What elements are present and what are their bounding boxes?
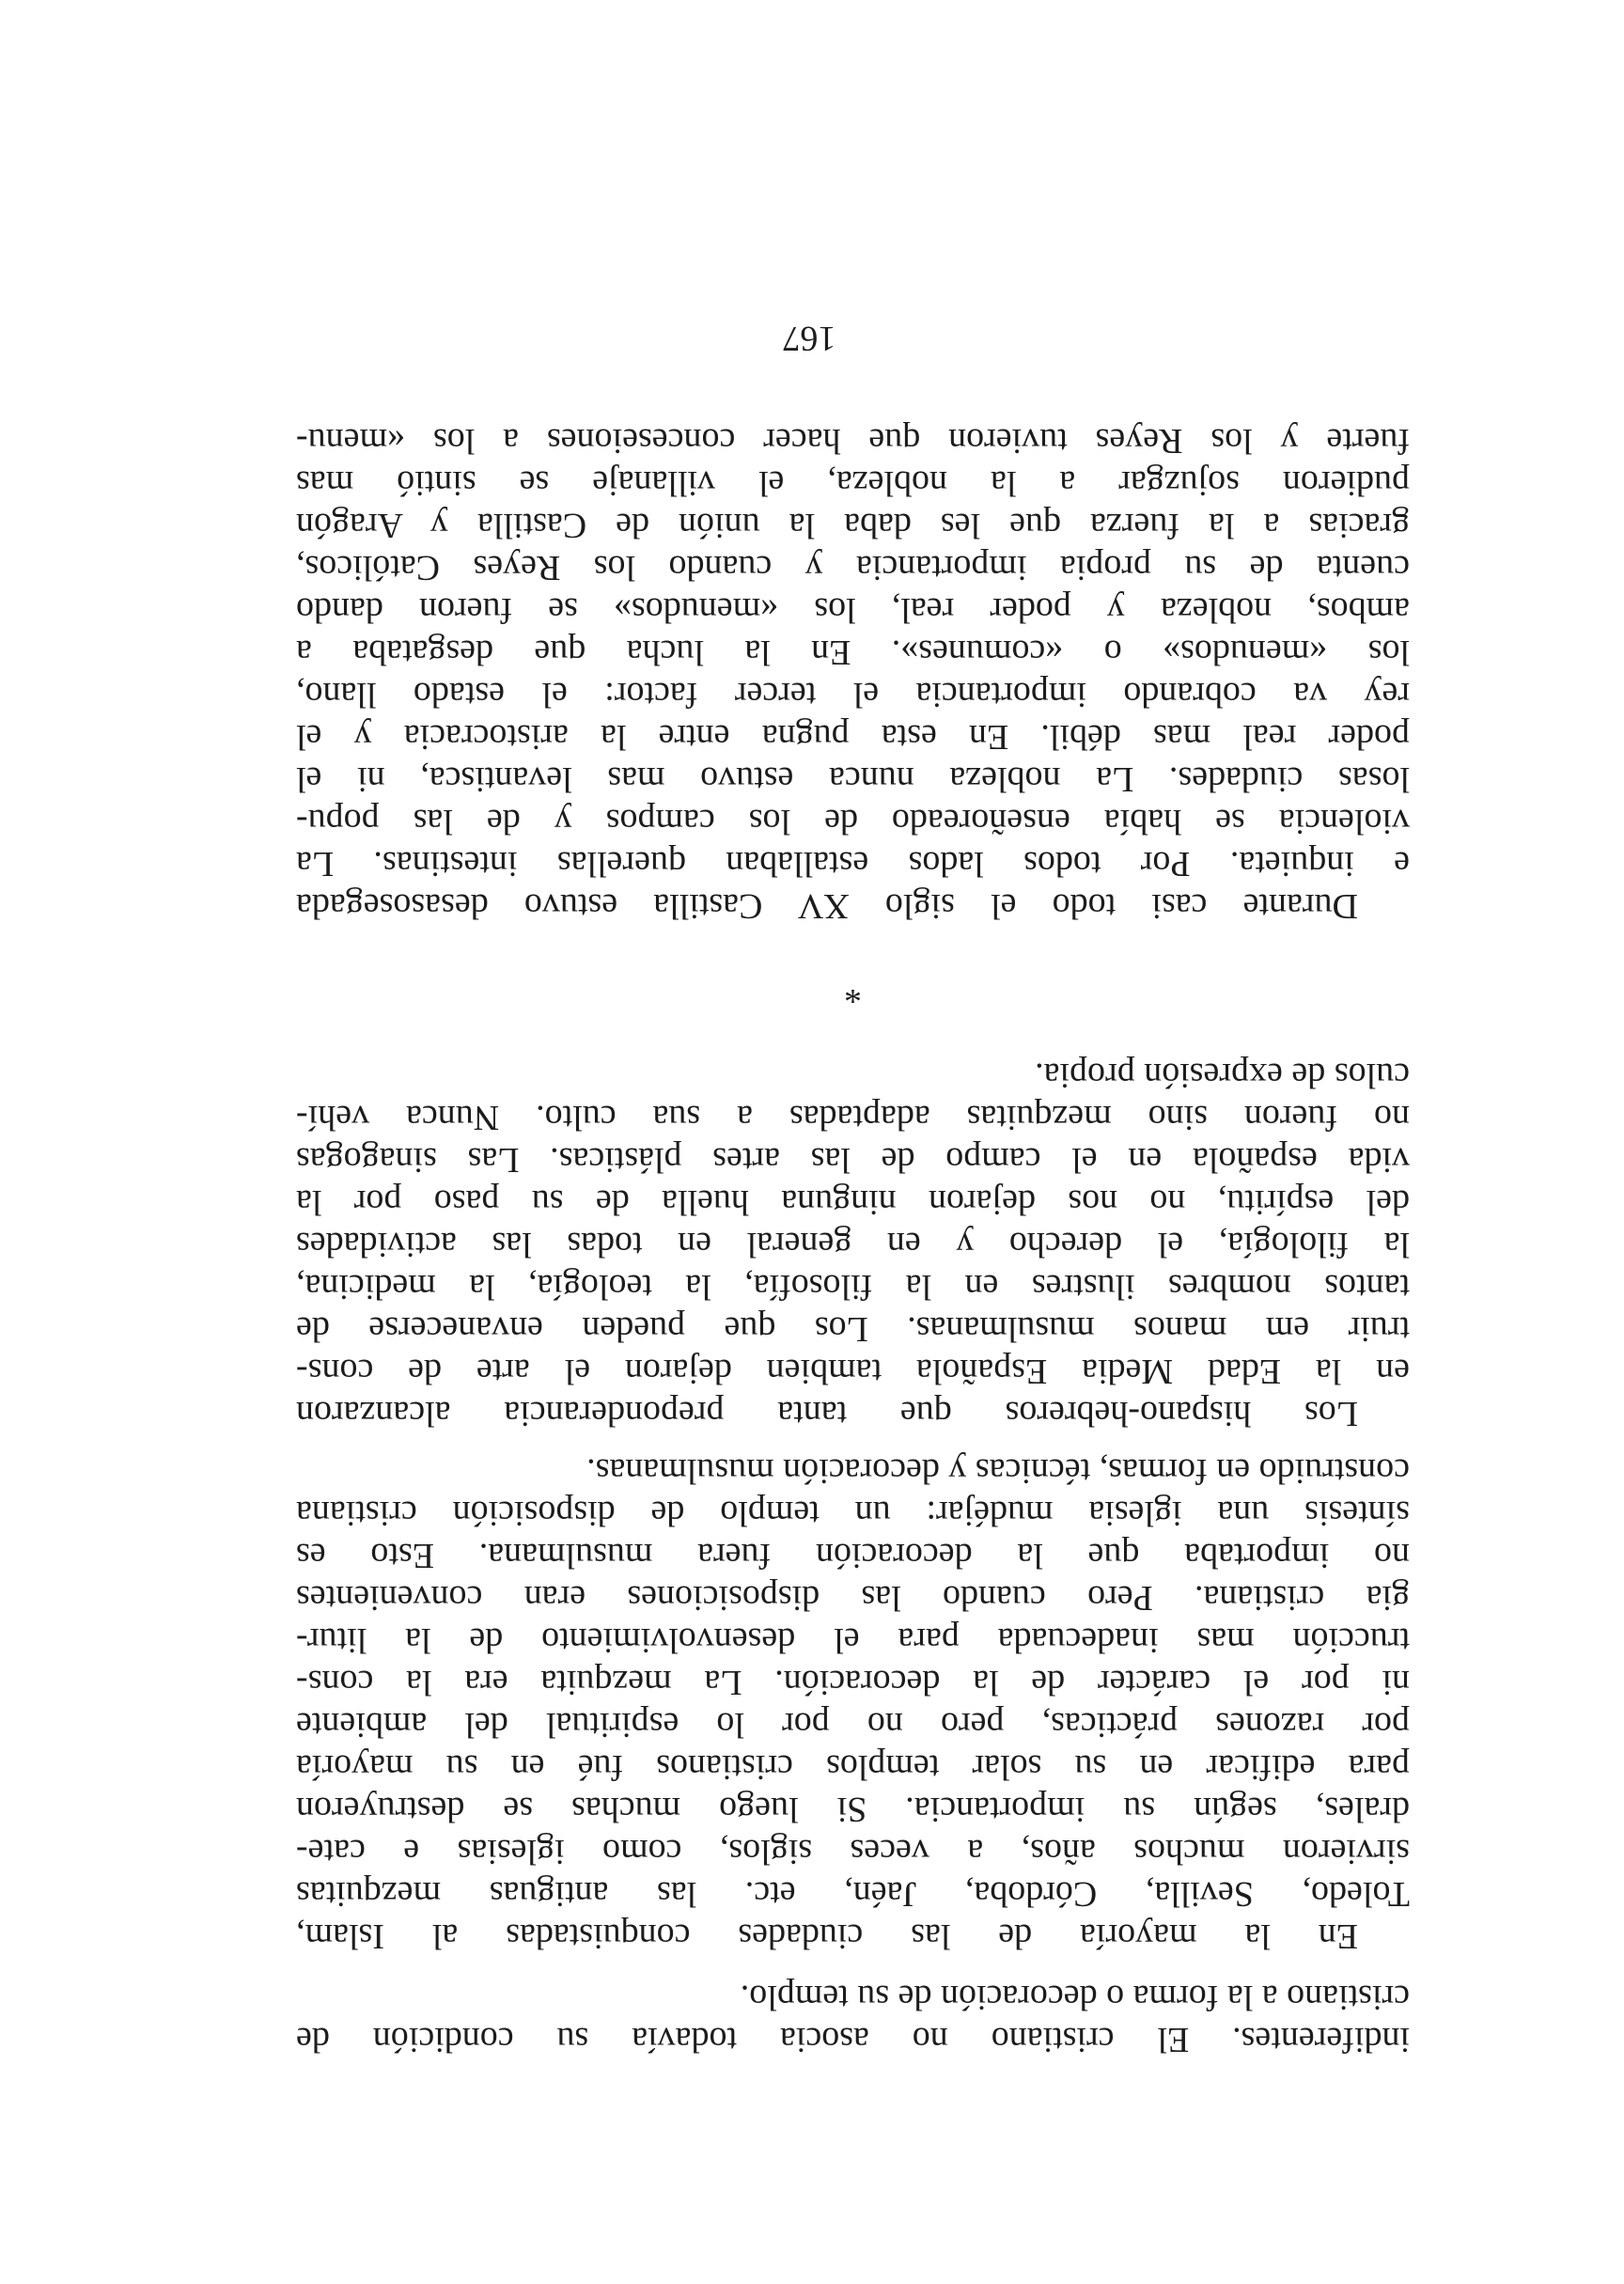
text-line: poder real mas débil. En esta pugna entre la aristocracia y el xyxy=(296,717,1410,757)
text-line: no fueron sino mezquitas adaptadas a sua culto. Nunca vehí- xyxy=(296,1098,1410,1137)
text-line: ni por el carácter de la decoración. La mezquita era la cons- xyxy=(296,1663,1410,1702)
text-line: En la mayoría de las ciudades conquistadas al Islam, xyxy=(296,1916,1358,1956)
body-text xyxy=(296,419,1410,2060)
text-line: cristiano a la forma o decoración de su templo. xyxy=(740,1978,1410,2017)
text-line: rey va cobrando importancia el tercer factor: el estado llano, xyxy=(296,675,1410,714)
text-line: indiferentes. El cristiano no asocia todavía su condición de xyxy=(296,2020,1410,2059)
section-separator: * xyxy=(844,971,862,1010)
paragraph-continuation xyxy=(296,1976,1410,2060)
paragraph-mezquitas xyxy=(296,1449,1410,1957)
text-line: tantos nombres ilustres en la filosofía, la teología, la medicina, xyxy=(296,1267,1410,1306)
text-line: drales, según su importancia. Si luego muchas se destruyeron xyxy=(296,1790,1410,1829)
text-line: truir em manos musulmanas. Los que pueden envanecerse de xyxy=(296,1309,1410,1349)
text-line: no importaba que la decoración fuera musulmana. Esto es xyxy=(296,1536,1410,1575)
page-number: 167 xyxy=(782,319,836,358)
text-line: pudieron sojuzgar a la nobleza, el villanaje se sintió mas xyxy=(296,463,1410,503)
text-line: gia cristiana. Pero cuando las disposiciones eran convenientes xyxy=(296,1578,1410,1618)
text-line: la filología, el derecho y en general en todas las actividades xyxy=(296,1225,1410,1264)
text-line: del espíritu, no nos dejaron ninguna huella de su paso por la xyxy=(296,1182,1410,1222)
text-line: culos de expresión propia. xyxy=(1035,1056,1410,1095)
text-line: trucción mas inadecuada para el desenvolvimiento de la litur- xyxy=(296,1620,1410,1660)
text-line: gracias a la fuerza que les daba la unión de Castilla y Aragón xyxy=(296,506,1410,545)
paragraph-siglo-xv xyxy=(296,419,1410,927)
text-line: vida española en el campo de las artes plásticas. Las sinagogas xyxy=(296,1140,1410,1180)
text-line: construido en formas, técnicas y decoración musulmanas. xyxy=(586,1451,1410,1491)
text-line: Toledo, Sevilla, Córdoba, Jaén, etc. las antiguas mezquitas xyxy=(296,1874,1410,1914)
text-line: los «menudos» o «comunes». En la lucha que desgataba a xyxy=(296,633,1410,672)
text-line: para edificar en su solar templos cristianos fué en su mayoría xyxy=(296,1747,1410,1787)
text-line: e inquieta. Por todos lados estallaban querellas intestinas. La xyxy=(296,844,1410,884)
text-line: ambos, nobleza y poder real, los «menudos» se fueron dando xyxy=(296,590,1410,630)
text-line: losas ciudades. La nobleza nunca estuvo mas levantisca, ni el xyxy=(296,759,1410,799)
text-line: Durante casi todo el siglo XV Castilla estuvo desasosegada xyxy=(296,886,1358,926)
paragraph-hispano-hebreros xyxy=(296,1054,1410,1434)
text-line: en la Edad Media Española tambien dejaron el arte de cons- xyxy=(296,1352,1410,1391)
text-line: sirvieron muchos años, a veces siglos, como iglesias e cate- xyxy=(296,1832,1410,1871)
text-line: cuenta de su propia importancia y cuando los Reyes Católicos, xyxy=(296,548,1410,587)
text-line: Los hispano-hebreros que tanta preponderancia alcanzaron xyxy=(296,1394,1358,1433)
text-line: fuerte y los Reyes tuvieron que hacer conceseiones a los «menu- xyxy=(296,421,1410,461)
text-line: síntesis una iglesia mudéjar: un templo de disposición cristiana xyxy=(296,1494,1410,1533)
text-line: por razones prácticas, pero no por lo espiritual del ambiente xyxy=(296,1705,1410,1744)
text-line: violencia se había enseñoreado de los campos y de las popu- xyxy=(296,802,1410,841)
